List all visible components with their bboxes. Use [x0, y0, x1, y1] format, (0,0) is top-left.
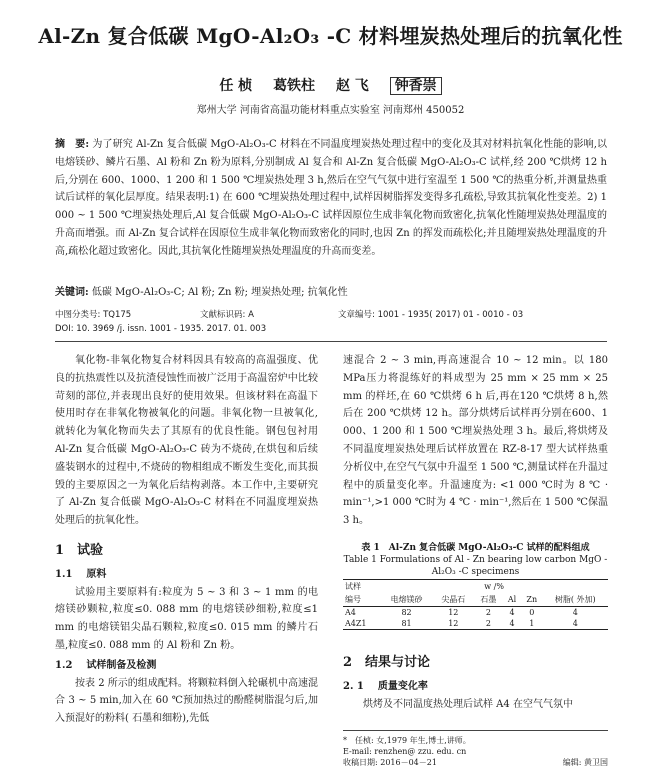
keywords-text: 低碳 MgO-Al₂O₃-C; Al 粉; Zn 粉; 埋炭热处理; 抗氧化性: [91, 287, 348, 298]
editor: 编辑: 黄卫国: [562, 758, 608, 767]
table-header: 电熔镁砂: [380, 593, 433, 607]
table-header: Al: [503, 593, 521, 607]
results-section: [343, 654, 608, 713]
affiliation: 郑州大学 河南省高温功能材料重点实验室 河南郑州 450052: [196, 105, 465, 116]
paper-title: Al-Zn 复合低碳 MgO-Al₂O₃ -C 材料埋炭热处理后的抗氧化性: [38, 24, 623, 48]
subsection-heading: [55, 657, 318, 675]
table-header: 编号: [343, 593, 380, 607]
table-cell: 82: [401, 608, 412, 617]
table-header: 尖晶石: [433, 593, 474, 607]
footnote: [343, 730, 608, 768]
subsection-heading: [343, 678, 608, 696]
table-cell: A4Z1: [343, 618, 380, 630]
subsection-heading: [55, 566, 318, 584]
right-column: [343, 352, 608, 530]
results-paragraph: 烘烤及不同温度热处理后试样 A4 在空气气氛中: [363, 698, 573, 710]
table-row: [343, 618, 608, 630]
table-cell: 2: [474, 618, 503, 630]
table-caption-cn: 表 1 Al-Zn 复合低碳 MgO-Al₂O₃-C 试样的配料组成: [361, 543, 590, 553]
abstract: [55, 136, 607, 261]
divider: [55, 341, 607, 342]
doi: DOI: 10. 3969 /j. issn. 1001 - 1935. 2017. 01. 003: [55, 324, 267, 334]
preparation-paragraph: 按表 2 所示的组成配料。将颗粒料倒入轮碾机中高速混合 3 ~ 5 min,加入在 60 ℃预加热过的酚醛树脂混匀后,加入预混好的粉料( 石墨和细粉),先低: [55, 677, 318, 725]
table-header: 试样: [343, 580, 380, 594]
table-cell: 81: [380, 618, 433, 630]
table-row: [343, 607, 608, 619]
table-cell: 12: [448, 608, 459, 617]
subsection-number: 1.2: [55, 659, 73, 671]
keywords-label: 关键词:: [55, 287, 89, 298]
table-cell: A4: [345, 608, 356, 617]
keywords: [55, 283, 607, 298]
table-caption-en: Al₂O₃ -C specimens: [431, 567, 520, 577]
table-cell: 1: [521, 618, 543, 630]
left-column: [55, 352, 318, 728]
table-caption: [343, 542, 608, 578]
author-name: 赵 飞: [335, 78, 369, 94]
table-header: 树脂( 外加): [543, 593, 608, 607]
continuation-paragraph: 速混合 2 ~ 3 min,再高速混合 10 ~ 12 min。以 180 MPa压力将混练好的料成型为 25 mm × 25 mm × 25 mm 的样坯,在 60 ℃烘烤 6 h 后,再在120 ℃烘烤 8 h,然后在 200 ℃烘烤 12 h。部分烘烤后试样再分别在600、1 000、1 200 和 1 500 ℃埋炭热处理 3 h。最后,将烘烤及不同温度埋炭热处理后试样放置在 RZ-8-17 型大试样热重分析仪中,在空气气氛中升温至 1 500 ℃,测量试样在升温过程中的质量变化率。升温速度为: <1 000 ℃时为 8 ℃ · min⁻¹,>1 000 ℃时为 4 ℃ · min⁻¹,然后在 1 500 ℃保温 3 h。: [343, 355, 608, 527]
section-heading: 1 试验: [55, 542, 104, 558]
subsection-title: 试样制备及检测: [86, 659, 157, 671]
subsection-number: 2. 1: [343, 680, 364, 692]
author-name: 钟香崇: [390, 77, 442, 95]
table-cell: 12: [433, 618, 474, 630]
table-cell: 4: [572, 608, 578, 617]
abstract-label: 摘 要:: [55, 139, 90, 150]
document-code: 文献标识码: A: [200, 310, 254, 320]
footnote-email: E-mail: renzhen@ zzu. edu. cn: [343, 747, 467, 756]
article-number: 文章编号: 1001 - 1935( 2017) 01 - 0010 - 03: [338, 310, 524, 320]
clc-number: 中图分类号: TQ175: [55, 310, 132, 320]
table-header: Zn: [521, 593, 543, 607]
table-header: 石墨: [474, 593, 503, 607]
author-list: [0, 75, 661, 95]
table-cell: 0: [529, 608, 535, 617]
table-cell: 4: [509, 608, 515, 617]
subsection-number: 1.1: [55, 568, 73, 580]
subsection-title: 质量变化率: [377, 680, 428, 692]
intro-paragraph: 氧化物-非氧化物复合材料因具有较高的高温强度、优良的抗热震性以及抗渣侵蚀性而被广泛用于高温窑炉中比较苛刻的部位,并表现出良好的使用效果。但该材料在高温下使用时存在非氧化物被氧化的问题。非氧化物一旦被氧化,就转化为氧化物而失去了其原有的优良性能。钢包包衬用 Al-Zn 复合低碳 MgO-Al₂O₃-C 砖为不烧砖,在烘包和后续盛装钢水的过程中,不烧砖的物相组成不断发生变化,而其损毁的主要原因之一为氧化后结构剥落。本工作中,主要研究了 Al-Zn 复合低碳 MgO-Al₂O₃-C 材料在不同温度埋炭热处理后的抗氧化性。: [55, 355, 318, 527]
subsection-title: 原料: [86, 568, 107, 580]
table-cell: 4: [503, 618, 521, 630]
abstract-text: 为了研究 Al-Zn 复合低碳 MgO-Al₂O₃-C 材料在不同温度埋炭热处理过程中的变化及其对材料抗氧化性能的影响,以电熔镁砂、鳞片石墨、Al 粉和 Zn 粉为原料,分别制成 Al 复合和 Al-Zn 复合低碳 MgO-Al₂O₃-C 试样,经 200 ℃烘烤 12 h 后,分别在 600、1000、1 200 和 1 500 ℃埋炭热处理 3 h,然后在空气气氛中进行室温至 1 500 ℃的热重分析,并测量热重试后试样的氧化层厚度。结果表明:1) 在 600 ℃埋炭热处理过程中,试样因树脂挥发变得多孔疏松,导致其抗氧化性变差。2) 1 000 ~ 1 500 ℃埋炭热处理后,Al 复合低碳 MgO-Al₂O₃-C 试样因原位生成非氧化物而致密化,抗氧化性随埋炭热处理温度的升高而增强。而 Al-Zn 复合试样在因原位生成非氧化物而致密化的同时,也因 Zn 的挥发而疏松化;并且随埋炭热处理温度的升高,疏松化超过致密化。因此,其抗氧化性随埋炭热处理温度的升高而变差。: [55, 139, 607, 257]
table-caption-en: Table 1 Formulations of Al - Zn bearing low carbon MgO -: [343, 555, 608, 565]
received-date: 收稿日期: 2016－04－21: [343, 758, 437, 767]
table-unit: w /%: [380, 580, 608, 594]
materials-paragraph: 试验用主要原料有:粒度为 5 ~ 3 和 3 ~ 1 mm 的电熔镁砂颗粒,粒度≤0. 088 mm 的电熔镁砂细粉,粒度≤1 mm 的电熔镁铝尖晶石颗粒,粒度≤0. 015 mm 的鳞片石墨,粒度≤0. 088 mm 的 Al 粉和 Zn 粉。: [55, 586, 318, 651]
footnote-author: * 任桢: 女,1979 年生,博士,讲师。: [343, 736, 471, 745]
table-cell: 4: [543, 618, 608, 630]
footnote-dates: [343, 757, 608, 768]
author-name: 任 桢: [219, 78, 253, 94]
section-heading: 2 结果与讨论: [343, 655, 431, 670]
formulation-table: [343, 579, 608, 630]
table-cell: 2: [485, 608, 491, 617]
author-name: 葛铁柱: [273, 78, 316, 94]
